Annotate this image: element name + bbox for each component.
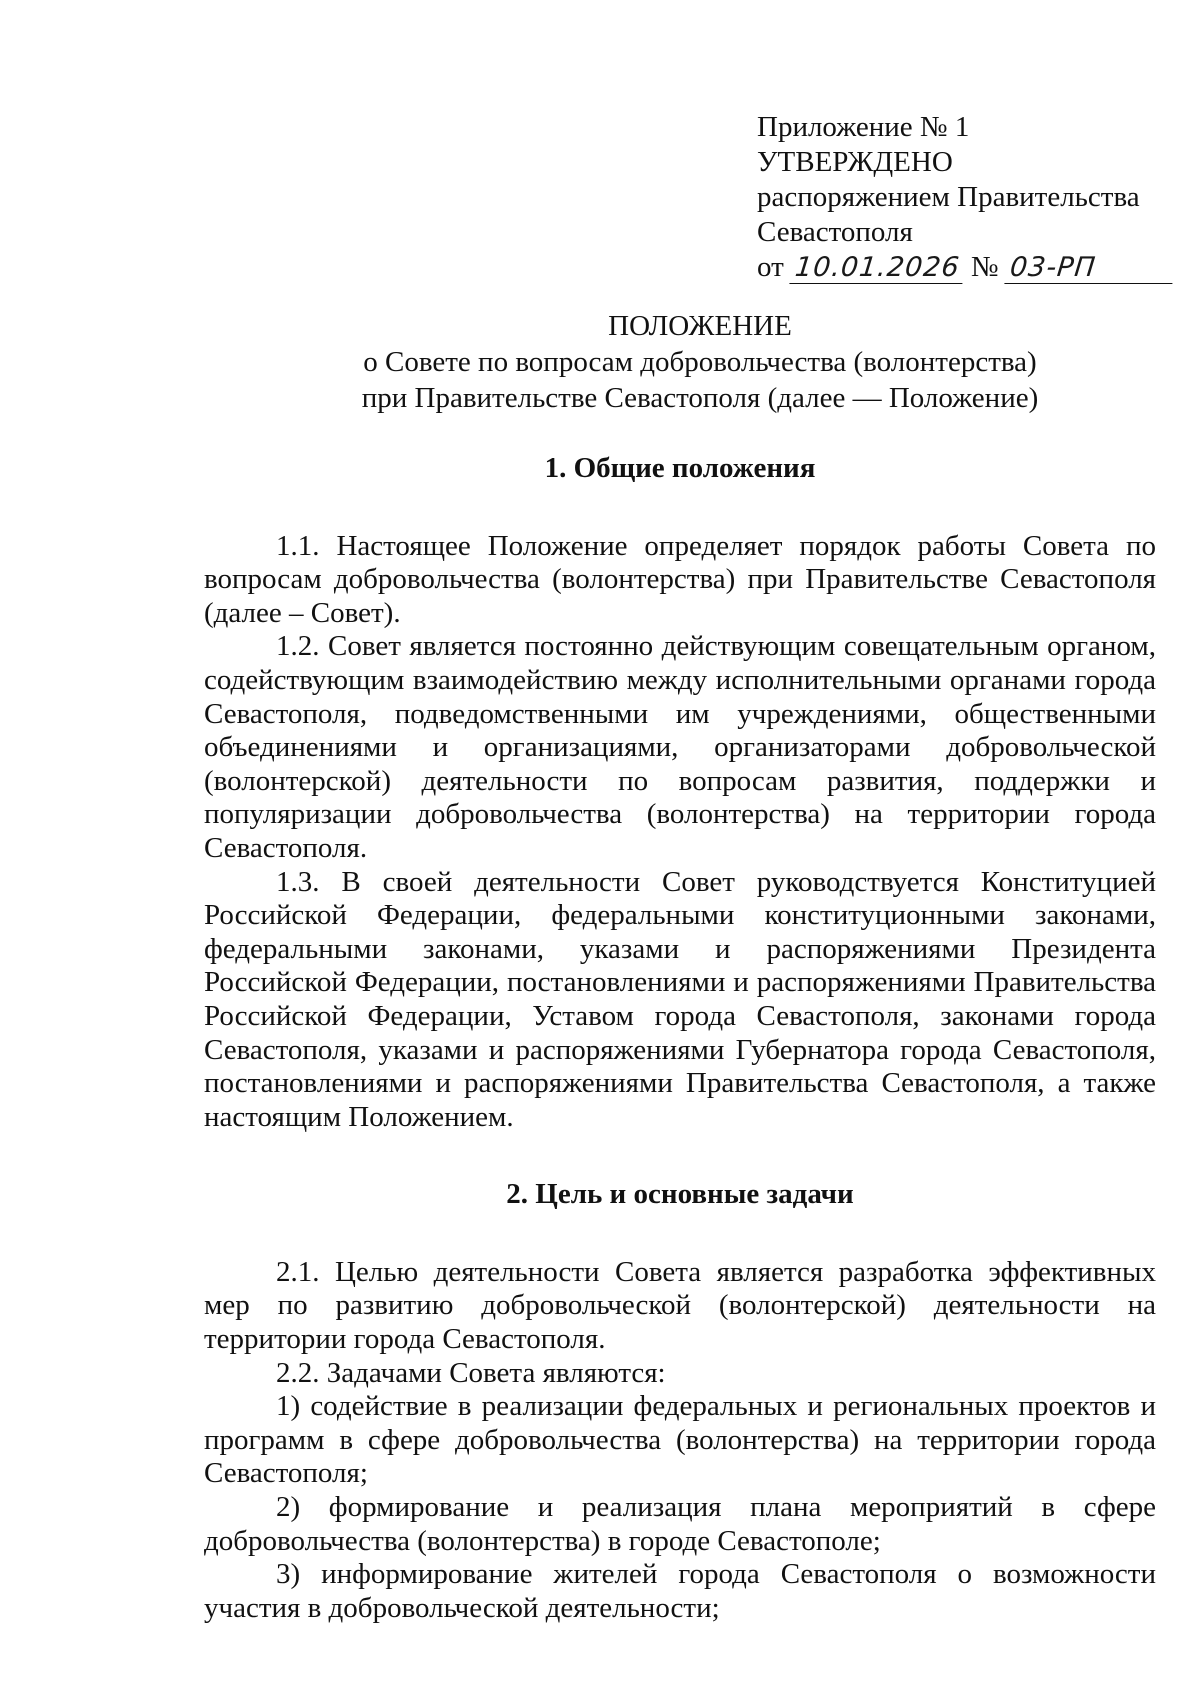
handwritten-date: 10.01.2026: [789, 253, 965, 284]
approved-label: УТВЕРЖДЕНО: [757, 146, 953, 178]
paragraph-1-1: 1.1. Настоящее Положение определяет порядок работы Совета по вопросам добровольчества (волонтерства) при Правительстве Севастополя (далее – Совет).: [204, 529, 1156, 629]
document-title-block: [200, 308, 1200, 416]
approved-by-label: распоряжением Правительства: [757, 181, 1140, 213]
approved-city-label: Севастополя: [757, 216, 913, 248]
approval-block: [757, 110, 1157, 285]
date-prefix: от: [757, 251, 784, 283]
date-number-line: [757, 250, 1157, 285]
list-item-1: 1) содействие в реализации федеральных и региональных проектов и программ в сфере добровольчества (волонтерства) на территории города Севастополя;: [204, 1390, 1156, 1490]
handwritten-number: 03-РП: [1004, 253, 1175, 284]
paragraph-2-1: 2.1. Целью деятельности Совета является разработка эффективных мер по развитию добровольческой (волонтерской) деятельности на территории города Севастополя.: [204, 1255, 1156, 1356]
section-2-heading: 2. Цель и основные задачи: [506, 1178, 854, 1211]
document-title: ПОЛОЖЕНИЕ: [608, 310, 792, 342]
paragraph-1-2: 1.2. Совет является постоянно действующим совещательным органом, содействующим взаимодействию между исполнительными органами города Севастополя, подведомственными им учреждениями, общественными объединениями и организациями, организаторами добровольческой (волонтерской) деятельности по вопросам развития, поддержки и популяризации добровольчества (волонтерства) на территории города Севастополя.: [204, 630, 1156, 864]
number-prefix: №: [970, 251, 999, 283]
list-item-3: 3) информирование жителей города Севастополя о возможности участия в добровольческой деятельности;: [204, 1558, 1156, 1624]
paragraph-2-2: 2.2. Задачами Совета являются:: [276, 1356, 666, 1389]
section-1-heading: 1. Общие положения: [544, 452, 816, 484]
document-subtitle-line-2: при Правительстве Севастополя (далее — Положение): [361, 382, 1039, 414]
list-item-2: 2) формирование и реализация плана мероприятий в сфере добровольчества (волонтерства) в городе Севастополе;: [204, 1491, 1156, 1557]
document-subtitle-line-1: о Совете по вопросам добровольчества (волонтерства): [363, 346, 1037, 378]
document-body: [204, 452, 1156, 1625]
paragraph-1-3: 1.3. В своей деятельности Совет руководствуется Конституцией Российской Федерации, федеральными конституционными законами, федеральными законами, указами и распоряжениями Президента Российской Федерации, постановлениями и распоряжениями Правительства Российской Федерации, Уставом города Севастополя, законами города Севастополя, указами и распоряжениями Губернатора города Севастополя, постановлениями и распоряжениями Правительства Севастополя, а также настоящим Положением.: [204, 865, 1156, 1133]
annex-label: Приложение № 1: [757, 111, 970, 143]
